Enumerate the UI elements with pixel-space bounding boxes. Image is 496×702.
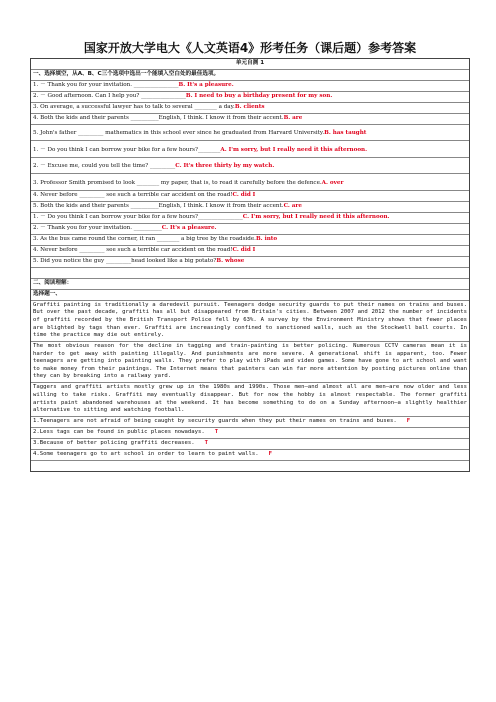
question-row: 2. － Good afternoon. Can I help you? ________________B. I need to buy a birthday present for my son.	[31, 91, 469, 102]
question-row: 5. Both the kids and their parents __________English, I think. I know it from their accent.C. are	[31, 201, 469, 212]
question-row: 1. － Thank you for your invitation. ________________B. It's a pleasure.	[31, 80, 469, 91]
reading-passage: The most obvious reason for the decline in tagging and train-painting is better policing. Numerous CCTV cameras mean it is harder to get away with painting illegally. And punishments are more severe. A generational shift is apparent, too. Fewer teenagers are getting into painting walls. They prefer to play with iPads and video games. Some have gone to art school and want to make money from their paintings. The Internet means that painters can win far more attention by posting pictures online than they can by breaking into a railway yard.	[31, 341, 469, 382]
section-2-heading: 二、阅读理解：	[31, 278, 469, 289]
section-1-heading: 一、选择填空，从A、B、C三个选项中选出一个能填入空白处的最佳选项。	[31, 69, 469, 80]
spacer-row	[31, 267, 469, 278]
question-row: 3. Professor Smith promised to look ________ my paper, that is, to read it carefully before the defence.A. over	[31, 173, 469, 190]
question-row: 2. － Excuse me, could you tell the time? _________C. It's three thirty by my watch.	[31, 157, 469, 174]
question-row: 4. Never before _________ see such a terrible car accident on the road!C. did I	[31, 190, 469, 201]
true-false-item: 1.Teenagers are not afraid of being caught by security guards when they put their names on trains and buses. F	[31, 416, 469, 427]
question-row: 4. Both the kids and their parents __________English, I think. I know it from their accent.B. are	[31, 113, 469, 124]
reading-passage: Graffiti painting is traditionally a daredevil pursuit. Teenagers dodge security guards to put their names on trains and buses. But over the past decade, graffiti has all but disappeared from Britain's cities. Between 2007 and 2012 the number of incidents of graffiti recorded by the British Transport Police fell by 63%. A survey by the Environment Ministry shows that fewer places are blighted by tags than ever. Graffiti are increasingly confined to sanctioned walls, such as the Stockwell ball courts. In time the practice may die out entirely.	[31, 300, 469, 341]
true-false-item: 3.Because of better policing graffiti decreases. T	[31, 438, 469, 449]
question-row: 5. John's father _________ mathematics in this school ever since he graduated from Harvard University.B. has taught	[31, 124, 469, 141]
document-title: 国家开放大学电大《人文英语4》形考任务（课后题）参考答案	[83, 41, 417, 55]
true-false-item: 4.Some teenagers go to art school in order to learn to paint walls. F	[31, 449, 469, 460]
answer-sheet-table	[30, 58, 470, 472]
question-row: 3. On average, a successful lawyer has to talk to several ________ a day.B. clients	[31, 102, 469, 113]
question-row: 4. Never before _________ see such a terrible car accident on the road!C. did I	[31, 245, 469, 256]
question-row: 3. As the bus came round the corner, it ran ________ a big tree by the roadside.B. into	[31, 234, 469, 245]
question-row: 5. Did you notice the guy _________head looked like a big potato?B. whose	[31, 256, 469, 267]
document-page	[30, 40, 470, 472]
reading-subheading: 选择题一、	[31, 289, 469, 300]
reading-passage: Taggers and graffiti artists mostly grew up in the 1980s and 1990s. Those men—and almost all are men—are now older and less willing to take risks. Graffiti may eventually disappear. But for now the hobby is almost respectable. The former graffiti artists paint abandoned warehouses at the weekend. It has become something to do on a Sunday afternoon—a slightly healthier alternative to sitting and watching football.	[31, 382, 469, 416]
spacer-row	[31, 460, 469, 471]
question-row: 2. － Thank you for your invitation. __________C. It's a pleasure.	[31, 223, 469, 234]
unit-title: 单元自测 1	[235, 60, 265, 67]
question-row: 1. － Do you think I can borrow your bike for a few hours?________________C. I'm sorry, but I really need it this afternoon.	[31, 212, 469, 223]
true-false-item: 2.Less tags can be found in public places nowadays. T	[31, 427, 469, 438]
question-row: 1. － Do you think I can borrow your bike for a few hours?________A. I'm sorry, but I really need it this afternoon.	[31, 140, 469, 157]
